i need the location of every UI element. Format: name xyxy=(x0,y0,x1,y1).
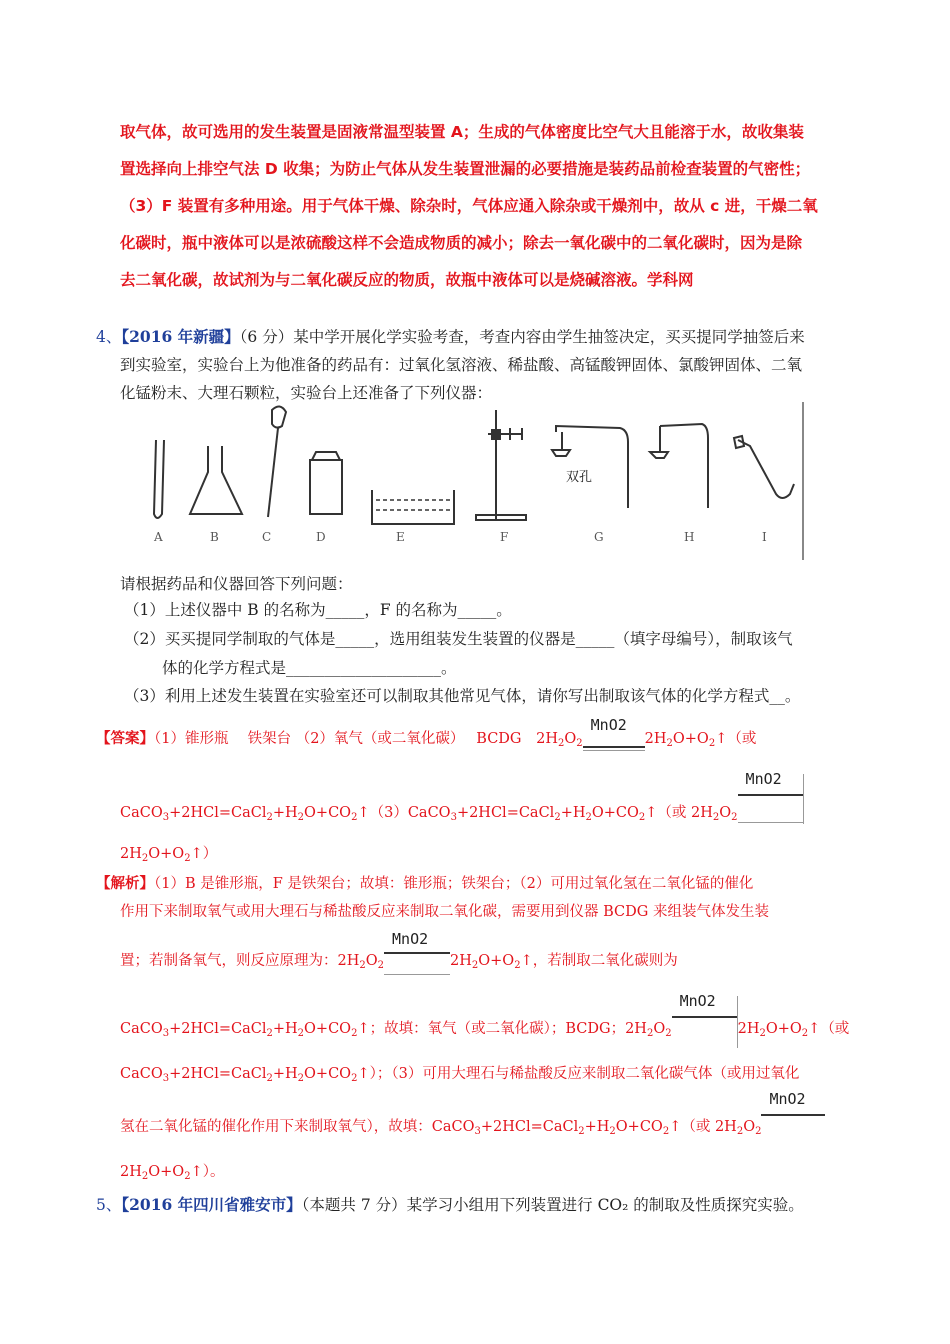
analysis-text: ）；（3）可用大理石与稀盐酸反应来制取二氧化碳气体（或用过氧化 xyxy=(369,1066,800,1082)
iron-stand-icon xyxy=(476,410,526,520)
answer-or: （或 xyxy=(657,805,687,821)
question-source: 【2016 年新疆】 xyxy=(121,327,240,346)
analysis-line: （3）F 装置有多种用途。用于气体干燥、除杂时，气体应通入除杂或干燥剂中，故从 c 进，干燥二氧 xyxy=(120,197,818,215)
apparatus-label: G xyxy=(594,530,604,544)
apparatus-label: H xyxy=(684,530,695,544)
sub-question: （2）买买提同学制取的气体是_____，选用组装发生装置的仪器是_____（填字母编号），制取该气 xyxy=(124,630,793,648)
catalyst-label xyxy=(672,992,738,1044)
answer-line-3: $2H_2O+O_2↑$） xyxy=(120,846,218,864)
analysis-text: ，若制取二氧化碳则为 xyxy=(532,953,678,969)
test-tube-icon xyxy=(154,440,164,518)
analysis-line: 置选择向上排空气法 D 收集；为防止气体从发生装置泄漏的必要措施是装药品前检查装置的气密性； xyxy=(120,160,811,178)
funnel-icon xyxy=(272,406,286,427)
catalyst-text: MnO2 xyxy=(392,930,429,948)
apparatus-label: C xyxy=(262,530,272,544)
analysis-text: （1）B 是锥形瓶，F 是铁架台；故填：锥形瓶；铁架台；（2）可用过氧化氢在二氧化锰的催化 xyxy=(154,876,754,892)
apparatus-label: A xyxy=(154,530,163,544)
analysis-text: （或 xyxy=(820,1021,850,1037)
answer-line-2: $CaCO_3+2HCl=CaCl_2+H_2O+CO_2↑(3)CaCO_3+2HCl=CaCl_2+H_2O+CO_2↑$（或 $2H_2O_2$ MnO2 xyxy=(120,792,804,822)
apparatus-drawing xyxy=(150,402,802,560)
answer-text: （1）锥形瓶 铁架台 （2）氧气（或二氧化碳） BCDG xyxy=(154,731,522,747)
sub-question: （1）上述仪器中 B 的名称为_____，F 的名称为_____。 xyxy=(124,601,512,619)
catalyst-text: MnO2 xyxy=(769,1090,806,1108)
analysis-text: 置；若制备氧气，则反应原理为： xyxy=(120,953,338,969)
catalyst-label xyxy=(583,716,645,754)
question-intro: （6 分）某中学开展化学实验考查，考查内容由学生抽签决定，买买提同学抽签后来 xyxy=(239,328,805,346)
apparatus-label: F xyxy=(500,530,509,544)
question-number: 4、 xyxy=(96,328,122,346)
analysis-text: 氢在二氧化锰的催化作用下来制取氧气），故填： xyxy=(120,1119,432,1135)
catalyst-label xyxy=(761,1090,825,1142)
question-4-header xyxy=(96,325,805,347)
analysis-text: ；故填：氧气（或二氧化碳）；BCDG； xyxy=(369,1021,626,1037)
bent-tube-icon xyxy=(738,440,794,498)
question-number: 5、 xyxy=(96,1196,122,1214)
answer-close: ） xyxy=(202,846,218,862)
apparatus-label: E xyxy=(396,530,405,544)
double-hole-label: 双孔 xyxy=(566,470,593,485)
question-intro: 到实验室，实验台上为他准备的药品有：过氧化氢溶液、稀盐酸、高锰酸钾固体、氯酸钾固体、二氧 xyxy=(120,356,803,374)
analysis-tag: 【解析】 xyxy=(96,875,154,892)
question-intro: 化锰粉末、大理石颗粒，实验台上还准备了下列仪器： xyxy=(120,384,493,402)
apparatus-figure xyxy=(150,402,804,560)
answer-or: （或 xyxy=(727,731,757,747)
question-source: 【2016 年四川省雅安市】 xyxy=(121,1195,302,1214)
analysis-text: （或 xyxy=(681,1119,711,1135)
analysis-line: 去二氧化碳，故试剂为与二氧化碳反应的物质，故瓶中液体可以是烧碱溶液。学科网 xyxy=(120,271,694,289)
apparatus-label: B xyxy=(210,530,219,544)
analysis-line-6: 氢在二氧化锰的催化作用下来制取氧气），故填：$CaCO_3+2HCl=CaCl_2+H_2O+CO_2↑$（或 $2H_2O_2$ MnO2 xyxy=(120,1112,825,1136)
answer-tag: 【答案】 xyxy=(96,730,154,747)
answer-part3: （3） xyxy=(369,805,408,821)
apparatus-label: D xyxy=(316,530,326,544)
catalyst-text: MnO2 xyxy=(745,770,782,788)
analysis-line: 取气体，故可选用的发生装置是固液常温型装置 A；生成的气体密度比空气大且能溶于水，故收集装 xyxy=(120,123,804,141)
catalyst-label xyxy=(738,770,804,832)
sub-question: 体的化学方程式是____________________。 xyxy=(162,659,457,677)
question-prompt: 请根据药品和仪器回答下列问题： xyxy=(120,575,353,593)
question-5-header xyxy=(96,1193,804,1215)
conical-flask-icon xyxy=(190,446,242,514)
question-text: （本题共 7 分）某学习小组用下列装置进行 CO₂ 的制取及性质探究实验。 xyxy=(301,1196,804,1214)
analysis-line-7: $2H_2O+O_2↑$）。 xyxy=(120,1164,225,1182)
analysis-line-2: 作用下来制取氧气或用大理石与稀盐酸反应来制取二氧化碳，需要用到仪器 BCDG 来组装气体发生装 xyxy=(120,904,769,920)
analysis-text: ）。 xyxy=(202,1164,225,1180)
analysis-line: 化碳时，瓶中液体可以是浓硫酸这样不会造成物质的减小；除去一氧化碳中的二氧化碳时，因为是除 xyxy=(120,234,803,252)
sub-question: （3）利用上述发生装置在实验室还可以制取其他常见气体，请你写出制取该气体的化学方程式__。 xyxy=(124,687,801,705)
catalyst-label xyxy=(384,930,450,976)
analysis-line-4: $CaCO_3+2HCl=CaCl_2+H_2O+CO_2↑$；故填：氧气（或二氧化碳）；BCDG；$2H_2O_2$ MnO2 $2H_2O+O_2↑$（或 xyxy=(120,1014,849,1038)
stopper-tube-icon xyxy=(650,426,668,458)
catalyst-text: MnO2 xyxy=(590,716,627,734)
analysis-line-3: 置；若制备氧气，则反应原理为：$2H_2O_2$ MnO2 $2H_2O+O_2↑$，若制取二氧化碳则为 xyxy=(120,946,678,970)
apparatus-label: I xyxy=(762,530,767,544)
water-trough-icon xyxy=(372,490,454,524)
catalyst-text: MnO2 xyxy=(679,992,716,1010)
analysis-line-1 xyxy=(96,872,753,893)
gas-bottle-icon xyxy=(310,452,342,514)
answer-line-1: 【答案】（1）锥形瓶 铁架台 （2）氧气（或二氧化碳） BCDG $2H_2O_2$ MnO2 $2H_2O+O_2↑$（或 xyxy=(96,722,756,748)
analysis-line-5: $CaCO_3+2HCl=CaCl_2+H_2O+CO_2↑$）；（3）可用大理石与稀盐酸反应来制取二氧化碳气体（或用过氧化 xyxy=(120,1066,800,1084)
